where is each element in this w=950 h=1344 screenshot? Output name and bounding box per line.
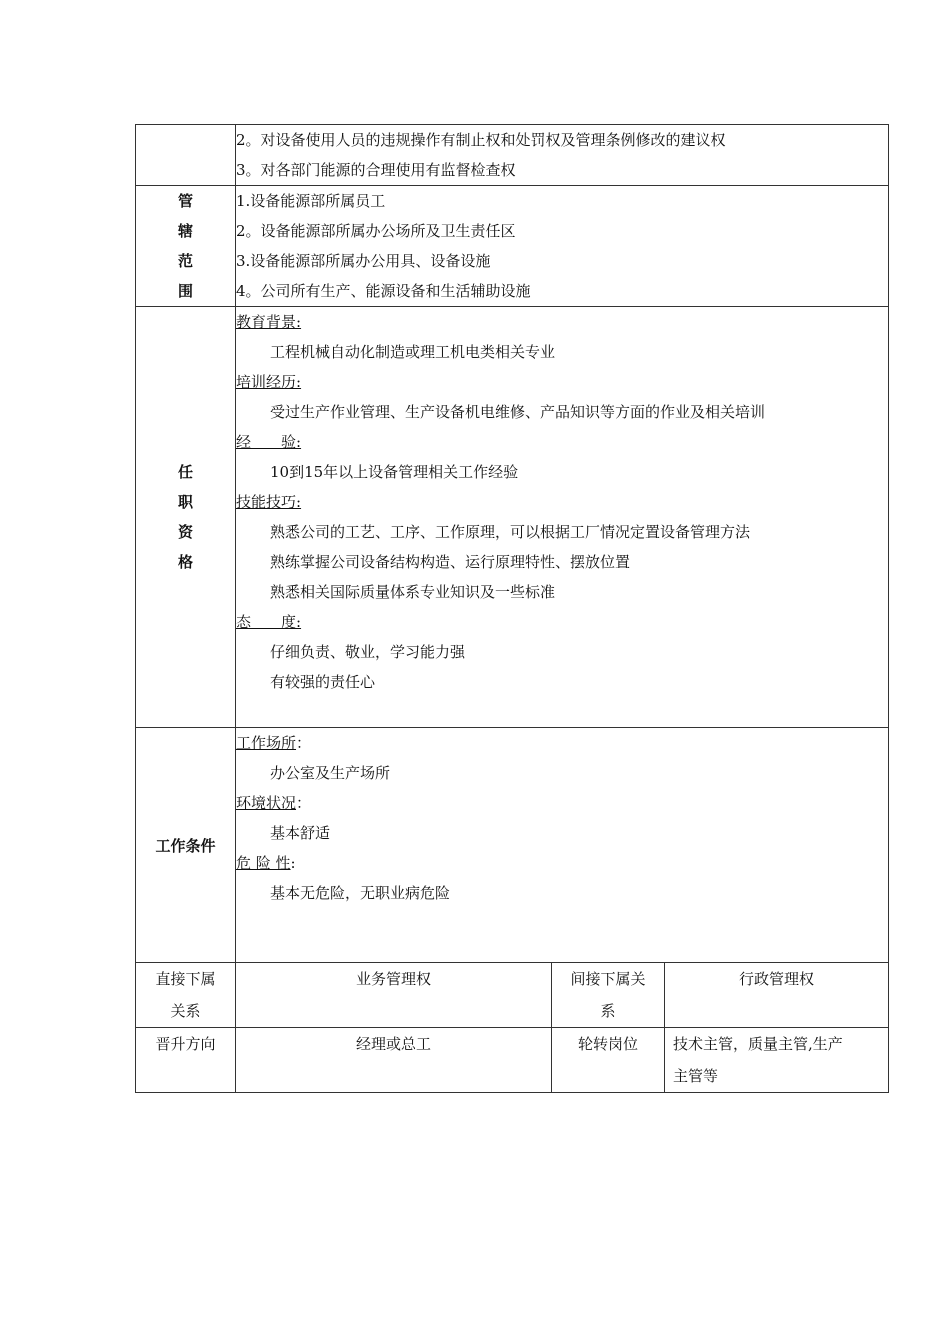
risk-value: 基本无危险，无职业病危险 bbox=[270, 884, 451, 902]
attitude-label: 态 度: bbox=[236, 613, 302, 631]
experience-value: 10到15年以上设备管理相关工作经验 bbox=[270, 463, 519, 481]
jurisdiction-line: 2。设备能源部所属办公场所及卫生责任区 bbox=[236, 222, 516, 240]
job-description-table bbox=[135, 124, 889, 1093]
direct-subordinate-value: 业务管理权 bbox=[236, 963, 552, 1028]
indirect-subordinate-value: 行政管理权 bbox=[665, 963, 889, 1028]
work-conditions-label: 工作条件 bbox=[136, 728, 236, 963]
jurisdiction-label: 管 辖 范 围 bbox=[136, 186, 236, 307]
skills-item: 熟悉公司的工艺、工序、工作原理，可以根据工厂情况定置设备管理方法 bbox=[270, 523, 751, 541]
rotation-label: 轮转岗位 bbox=[552, 1028, 665, 1093]
qualifications-label: 任 职 资 格 bbox=[136, 307, 236, 728]
skills-item: 熟悉相关国际质量体系专业知识及一些标准 bbox=[270, 583, 556, 601]
promotion-label: 晋升方向 bbox=[136, 1028, 236, 1093]
rotation-value: 技术主管，质量主管,生产 主管等 bbox=[665, 1028, 889, 1093]
indirect-subordinate-label: 间接下属关 系 bbox=[552, 963, 665, 1028]
risk-label: 危 险 性 bbox=[236, 854, 291, 872]
training-label: 培训经历: bbox=[236, 373, 302, 391]
training-value: 受过生产作业管理、生产设备机电维修、产品知识等方面的作业及相关培训 bbox=[270, 403, 766, 421]
authority-label-cell bbox=[136, 125, 236, 186]
environment-value: 基本舒适 bbox=[270, 824, 331, 842]
experience-label: 经 验: bbox=[236, 433, 302, 451]
authority-line: 2。对设备使用人员的违规操作有制止权和处罚权及管理条例修改的建议权 bbox=[236, 131, 726, 149]
attitude-item: 仔细负责、敬业，学习能力强 bbox=[270, 643, 466, 661]
environment-label: 环境状况 bbox=[236, 794, 297, 812]
jurisdiction-line: 4。公司所有生产、能源设备和生活辅助设施 bbox=[236, 282, 531, 300]
authority-content bbox=[236, 125, 889, 186]
direct-subordinate-label: 直接下属 关系 bbox=[136, 963, 236, 1028]
promotion-value: 经理或总工 bbox=[236, 1028, 552, 1093]
workplace-label: 工作场所 bbox=[236, 734, 297, 752]
skills-item: 熟练掌握公司设备结构构造、运行原理特性、摆放位置 bbox=[270, 553, 631, 571]
jurisdiction-line: 3.设备能源部所属办公用具、设备设施 bbox=[236, 252, 491, 270]
work-conditions-content: 工作场所： 办公室及生产场所 环境状况： 基本舒适 危 险 性: 基本无危险，无职业病危险 bbox=[236, 728, 889, 963]
education-value: 工程机械自动化制造或理工机电类相关专业 bbox=[270, 343, 556, 361]
workplace-value: 办公室及生产场所 bbox=[270, 764, 391, 782]
education-label: 教育背景: bbox=[236, 313, 302, 331]
authority-line: 3。对各部门能源的合理使用有监督检查权 bbox=[236, 161, 516, 179]
skills-label: 技能技巧: bbox=[236, 493, 302, 511]
jurisdiction-content bbox=[236, 186, 889, 307]
jurisdiction-line: 1.设备能源部所属员工 bbox=[236, 192, 386, 210]
qualifications-content bbox=[236, 307, 889, 728]
attitude-item: 有较强的责任心 bbox=[270, 673, 376, 691]
